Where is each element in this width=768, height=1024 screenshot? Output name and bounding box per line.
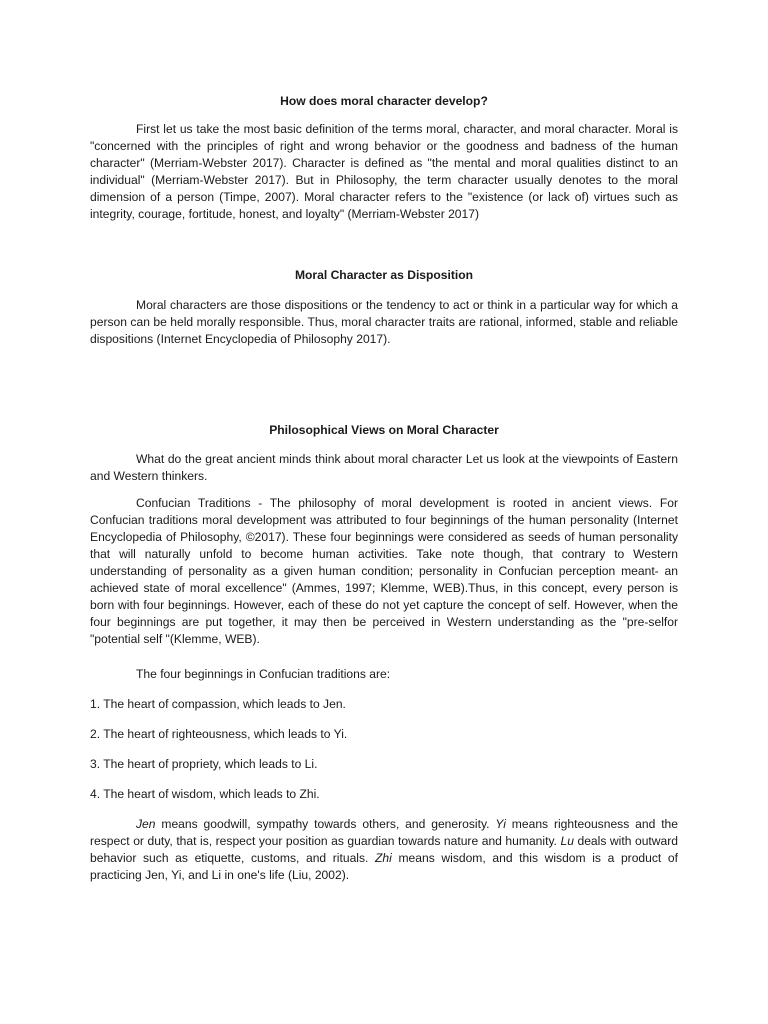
list-item: 1. The heart of compassion, which leads to Jen. bbox=[90, 697, 346, 711]
section-heading-philosophical-views: Philosophical Views on Moral Character bbox=[269, 423, 499, 437]
text-zhi: means wisdom, and this wisdom is a product of practicing Jen, Yi, and Li in one's life (Liu, 2002). bbox=[90, 851, 678, 882]
list-item: 4. The heart of wisdom, which leads to Zhi. bbox=[90, 787, 320, 801]
text-yi: means righteousness and the respect or duty, that is, respect your position as guardian towards nature and humanity. bbox=[90, 817, 679, 848]
term-jen: Jen bbox=[136, 817, 156, 831]
section-heading-disposition: Moral Character as Disposition bbox=[294, 268, 474, 282]
term-yi: Yi bbox=[495, 817, 506, 831]
paragraph-definitions: First let us take the most basic definition of the terms moral, character, and moral character. Moral is "concerned with the principles of right and wrong behavior or the goodness and badness of the human character" (Merriam-Webster 2017). Character is defined as "the mental and moral qualities distinct to an individual" (Merriam-Webster 2017). But in Philosophy, the term character usually denotes to the moral dimension of a person (Timpe, 2007). Moral character refers to the "existence (or lack of) virtues such as integrity, courage, fortitude, honest, and loyalty" (Merriam-Webster 2017) bbox=[90, 122, 678, 221]
section-heading-moral-character-develop: How does moral character develop? bbox=[280, 94, 488, 108]
paragraph-closing-definitions bbox=[90, 816, 678, 884]
text-lu: deals with outward behavior such as etiquette, customs, and rituals. bbox=[90, 834, 678, 865]
list-item: 3. The heart of propriety, which leads to Li. bbox=[90, 757, 318, 771]
list-intro: The four beginnings in Confucian traditions are: bbox=[136, 667, 391, 681]
paragraph-intro: What do the great ancient minds think about moral character Let us look at the viewpoints of Eastern and Western thinkers. bbox=[90, 452, 678, 483]
paragraph-confucian-traditions: Confucian Traditions - The philosophy of moral development is rooted in ancient views. For Confucian traditions moral development was attributed to four beginnings of the human personality (Internet Encyclopedia of Philosophy, ©2017). These four beginnings were considered as seeds of human personality that will naturally unfold to become human activities. Take note though, that contrary to Western understanding of personality as a given human condition; personality in Confucian perception meant- an achieved state of moral excellence" (Ammes, 1997; Klemme, WEB).Thus, in this concept, every person is born with four beginnings. However, each of these do not yet capture the concept of self. However, when the four beginnings are put together, it may then be perceived in Western understanding as the "pre-selfor "potential self "(Klemme, WEB). bbox=[90, 496, 678, 646]
term-lu: Lu bbox=[560, 834, 574, 848]
paragraph-disposition: Moral characters are those dispositions or the tendency to act or think in a particular way for which a person can be held morally responsible. Thus, moral character traits are rational, informed, stable and reliable dispositions (Internet Encyclopedia of Philosophy 2017). bbox=[90, 298, 678, 346]
list-item: 2. The heart of righteousness, which leads to Yi. bbox=[90, 727, 348, 741]
text-jen: means goodwill, sympathy towards others, and generosity. bbox=[155, 817, 496, 831]
term-zhi: Zhi bbox=[375, 851, 392, 865]
